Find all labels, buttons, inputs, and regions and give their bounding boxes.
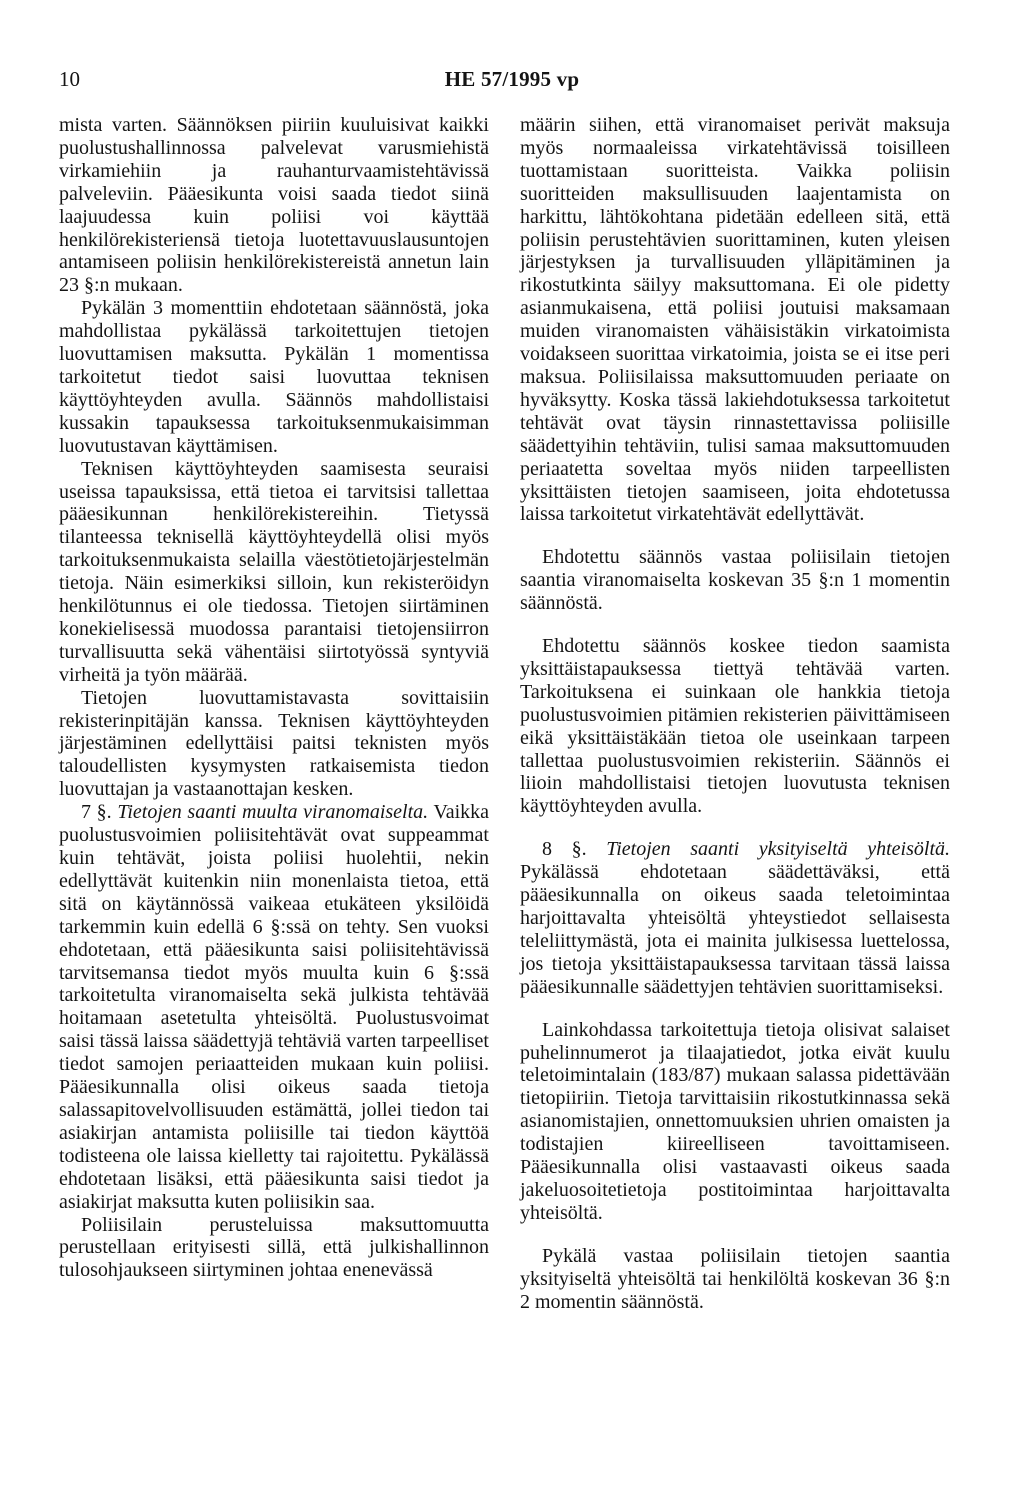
- document-id: HE 57/1995 vp: [444, 67, 580, 91]
- paragraph: [59, 458, 489, 687]
- paragraph-text: mista varten. Säännöksen piiriin kuuluisivat kaikki puolustushallinnossa palvelevat varusmiehistä virkamiehiin ja rauhanturvaamistehtävissä palveleviin. Pääesikunta voisi saada tiedot siinä laajuudessa kuin poliisi voi käyttää henkilörekisteriensä tietoja luotettavuuslausuntojen antamiseen poliisin henkilörekistereistä annetun lain 23 §:n mukaan.: [59, 114, 489, 297]
- paragraph: [520, 635, 950, 818]
- paragraph-text: Tietojen luovuttamistavasta sovittaisiin rekisterinpitäjän kanssa. Teknisen käyttöyhteyden järjestäminen edellyttäisi paitsi teknisten myös taloudellisten kysymysten ratkaisemista tiedon luovuttajan ja vastaanottajan kesken.: [59, 686, 489, 801]
- paragraph-text: Pykälän 3 momenttiin ehdotetaan säännöstä, joka mahdollistaa pykälässä tarkoitettujen tietojen luovuttamisen maksutta. Pykälän 1 momentissa tarkoitetut tiedot saisi luovuttaa teknisen käyttöyhteyden avulla. Säännös mahdollistaisi kussakin tapauksessa tarkoituksenmukaisimman luovutustavan käyttämisen.: [59, 297, 489, 457]
- left-column: [59, 114, 489, 1282]
- paragraph-text: Lainkohdassa tarkoitettuja tietoja olisivat salaiset puhelinnumerot ja tilaajatiedot, jotka eivät kuulu teletoimintalain (183/87) mukaan salassa pidettävään tietopiiriin. Tietoja tarvittaisiin rikostutkinnassa sekä asianomistajien, onnettomuuksien uhrien omaisten ja todistajien kiireelliseen tavoittamiseen. Pääesikunnalla olisi vastaavasti oikeus saada jakeluosoitetietoja postitoimintaa harjoittavalta yhteisöltä.: [520, 1018, 950, 1224]
- paragraph: [59, 297, 489, 457]
- section-heading: Tietojen saanti muulta viranomaiselta.: [117, 801, 429, 824]
- paragraph: [520, 1019, 950, 1225]
- paragraph: [59, 687, 489, 802]
- paragraph-text: määrin siihen, että viranomaiset perivät maksuja myös normaaleissa virkatehtävissä toisilleen tuottamistaan suoritteista. Vaikka poliisin suoritteiden maksullisuuden laajentamista on harkittu, lähtökohtana pidetään edelleen sitä, että poliisin perustehtävien suorittaminen, kuten yleisen järjestyksen ja turvallisuuden ylläpitäminen ja rikostutkinta säilyy maksuttomana. Ei ole pidetty asianmukaisena, että poliisi joutuisi maksamaan muiden viranomaisten vähäisistäkin virkatoimista voidakseen suorittaa virkatoimia, joista se ei itse peri maksua. Poliisilaissa maksuttomuuden periaate on hyväksytty. Koska tässä lakiehdotuksessa tarkoitetut tehtävät ovat täysin rinnastettavissa poliisille säädettyihin tehtäviin, tulisi samaa maksuttomuuden periaatetta soveltaa myös niiden tarpeellisten yksittäisten tietojen saamiseen, joita ehdotetussa laissa tarkoitetut virkatehtävät edellyttävät.: [520, 114, 950, 526]
- paragraph-text: Pykälä vastaa poliisilain tietojen saantia yksityiseltä yhteisöltä tai henkilöltä koskevan 36 §:n 2 momentin säännöstä.: [520, 1244, 950, 1313]
- paragraph: [520, 546, 950, 615]
- page-number: 10: [59, 67, 80, 91]
- section-heading: Tietojen saanti yksityiseltä yhteisöltä.: [606, 838, 950, 861]
- paragraph: [59, 1214, 489, 1283]
- paragraph-text: Ehdotettu säännös koskee tiedon saamista yksittäistapauksessa tiettyä tehtävää varten. Tarkoituksena ei suinkaan ole hankkia tietoja puolustusvoimien pitämien rekisterien päivittämiseen eikä yksittäistäkään tietoa ole useinkaan tarpeen tallettaa puolustusvoimien rekisteriin. Säännös ei liioin mahdollistaisi tietojen luovutusta teknisen käyttöyhteyden avulla.: [520, 635, 950, 818]
- paragraph: [59, 114, 489, 297]
- paragraph-text: Teknisen käyttöyhteyden saamisesta seuraisi useissa tapauksissa, että tietoa ei tarvitsisi tallettaa pääesikunnan henkilörekistereihin. Tietyssä tilanteessa teknisellä käyttöyhteydellä olisi myös tarkoituksenmukaista selailla väestötietojärjestelmän tietoja. Näin esimerkiksi silloin, kun rekisteröidyn henkilötunnus ei ole tiedossa. Tietojen siirtäminen konekielisessä muodossa parantaisi tietojensiirron turvallisuutta sekä vähentäisi siirtotyössä syntyviä virheitä ja työn määrää.: [59, 457, 489, 686]
- section-paragraph: [59, 801, 489, 1213]
- paragraph: [520, 1245, 950, 1314]
- section-number: 7 §.: [81, 801, 112, 824]
- paragraph-text: Poliisilain perusteluissa maksuttomuutta perustellaan erityisesti sillä, että julkishallinnon tulosohjaukseen siirtyminen johtaa enenevässä: [59, 1213, 489, 1282]
- paragraph: [520, 114, 950, 526]
- paragraph-text: Ehdotettu säännös vastaa poliisilain tietojen saantia viranomaiselta koskevan 35 §:n 1 momentin säännöstä.: [520, 546, 950, 615]
- paragraph-text: Pykälässä ehdotetaan säädettäväksi, että pääesikunnalla on oikeus saada teletoimintaa harjoittavalta yhteisöltä yhteystiedot sellaisesta teleliittymästä, jota ei mainita julkisessa luettelossa, jos tietoja yksittäistapauksessa tarvitaan tässä laissa pääesikunnalle säädettyjen tehtävien suorittamiseksi.: [520, 861, 950, 998]
- right-column: [520, 114, 950, 1314]
- section-paragraph: [520, 838, 950, 998]
- section-number: 8 §.: [542, 838, 587, 861]
- paragraph-text: Vaikka puolustusvoimien poliisitehtävät ovat suppeammat kuin tehtävät, joista poliisi huolehtii, nekin edellyttävät kuitenkin niin monenlaista tietoa, että sitä on käytännössä vaikeaa etukäteen yksilöidä tarkemmin kuin edellä 6 §:ssä on tehty. Sen vuoksi ehdotetaan, että pääesikunta saisi poliisitehtävissä tarvitsemansa tiedot myös muulta kuin 6 §:ssä tarkoitetulta viranomaiselta sekä julkista tehtävää hoitamaan asetetulta yhteisöltä. Puolustusvoimat saisi tässä laissa säädettyjä tehtäviä varten tarpeelliset tiedot samojen periaatteiden mukaan kuin poliisi. Pääesikunnalla olisi oikeus saada tietoja salassapitovelvollisuuden estämättä, jollei tiedon tai asiakirjan antamista poliisille tai tiedon käyttöä todisteena ole laissa kielletty tai rajoitettu. Pykälässä ehdotetaan lisäksi, että pääesikunta saisi tiedot ja asiakirjat maksutta kuten poliisikin saa.: [59, 801, 490, 1213]
